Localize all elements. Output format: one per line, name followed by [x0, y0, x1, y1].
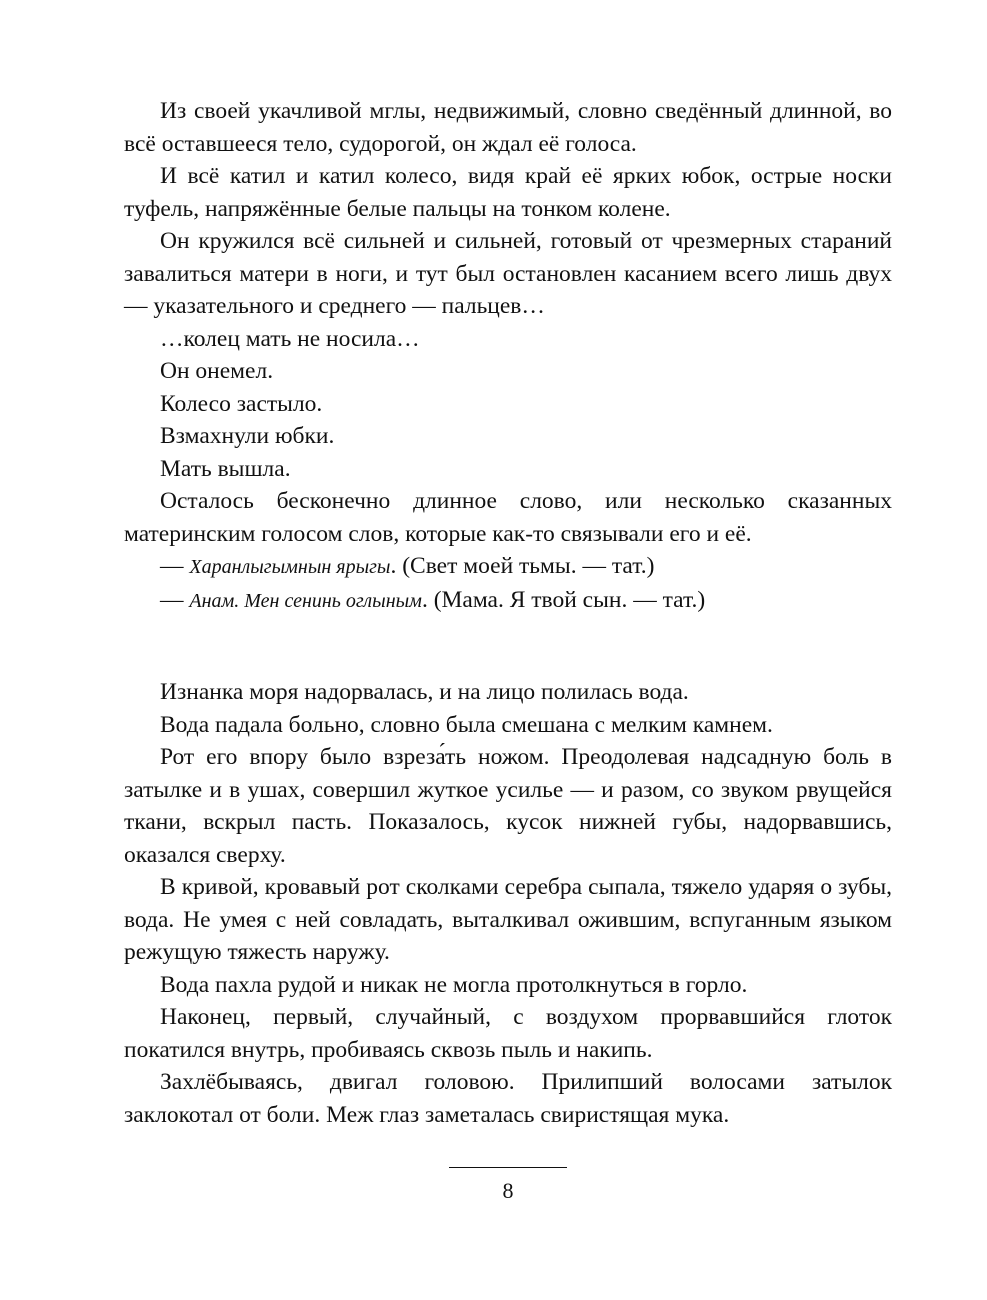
paragraph: Осталось бесконечно длинное слово, или несколько сказанных материнским голосом слов, которые как-то связывали его и её.: [124, 488, 892, 547]
footer-rule: [449, 1167, 567, 1168]
paragraph: Он онемел.: [160, 358, 274, 384]
text-section-2: [124, 676, 892, 1131]
text-section-1: [124, 95, 892, 617]
paragraph: Захлёбываясь, двигал головою. Прилипший волосами затылок заклокотал от боли. Меж глаз заметалась свиристящая мука.: [124, 1069, 892, 1128]
paragraph: Рот его впору было взреза́ть ножом. Преодолевая надсадную боль в затылке и в ушах, совершил жуткое усилье — и разом, со звуком рвущейся ткани, вскрыл пасть. Показалось, кусок нижней губы, надорвавшись, оказался сверху.: [124, 744, 892, 868]
paragraph: И всё катил и катил колесо, видя край её ярких юбок, острые носки туфель, напряжённые белые пальцы на тонком колене.: [124, 163, 892, 222]
translation: . (Мама. Я твой сын. — тат.): [421, 586, 706, 613]
paragraph: Из своей укачливой мглы, недвижимый, словно сведённый длинной, во всё оставшееся тело, судорогой, он ждал её голоса.: [124, 98, 892, 157]
paragraph: Вода пахла рудой и никак не могла протолкнуться в горло.: [160, 971, 748, 998]
paragraph: В кривой, кровавый рот сколками серебра сыпала, тяжело ударяя о зубы, вода. Не умея с ней совладать, выталкивал ожившим, вспуганным языком режущую тяжесть наружу.: [124, 874, 892, 965]
dialogue-dash: —: [160, 586, 190, 613]
translation: . (Свет моей тьмы. — тат.): [390, 553, 655, 579]
tatar-phrase: Харанлыгымнын ярыгы: [189, 556, 391, 578]
paragraph: …колец мать не носила…: [160, 325, 420, 352]
paragraph: Изнанка моря надорвалась, и на лицо полилась вода.: [160, 679, 689, 705]
paragraph: Колесо застыло.: [160, 390, 323, 417]
paragraph: Вода падала больно, словно была смешана с мелким камнем.: [160, 711, 773, 738]
dialogue-line: [124, 584, 892, 618]
dialogue-line: [124, 550, 892, 584]
paragraph: Взмахнули юбки.: [160, 423, 335, 449]
tatar-phrase: Анам. Мен сенинь оглыным: [189, 589, 422, 612]
paragraph: Наконец, первый, случайный, с воздухом прорвавшийся глоток покатился внутрь, пробиваясь сквозь пыль и накипь.: [124, 1004, 892, 1063]
paragraph: Он кружился всё сильней и сильней, готовый от чрезмерных стараний завалиться матери в ноги, и тут был остановлен касанием всего лишь двух — указательного и среднего — пальцев…: [124, 228, 892, 319]
paragraph: Мать вышла.: [160, 455, 291, 482]
dialogue-dash: —: [160, 553, 190, 579]
page-number: 8: [502, 1178, 514, 1203]
